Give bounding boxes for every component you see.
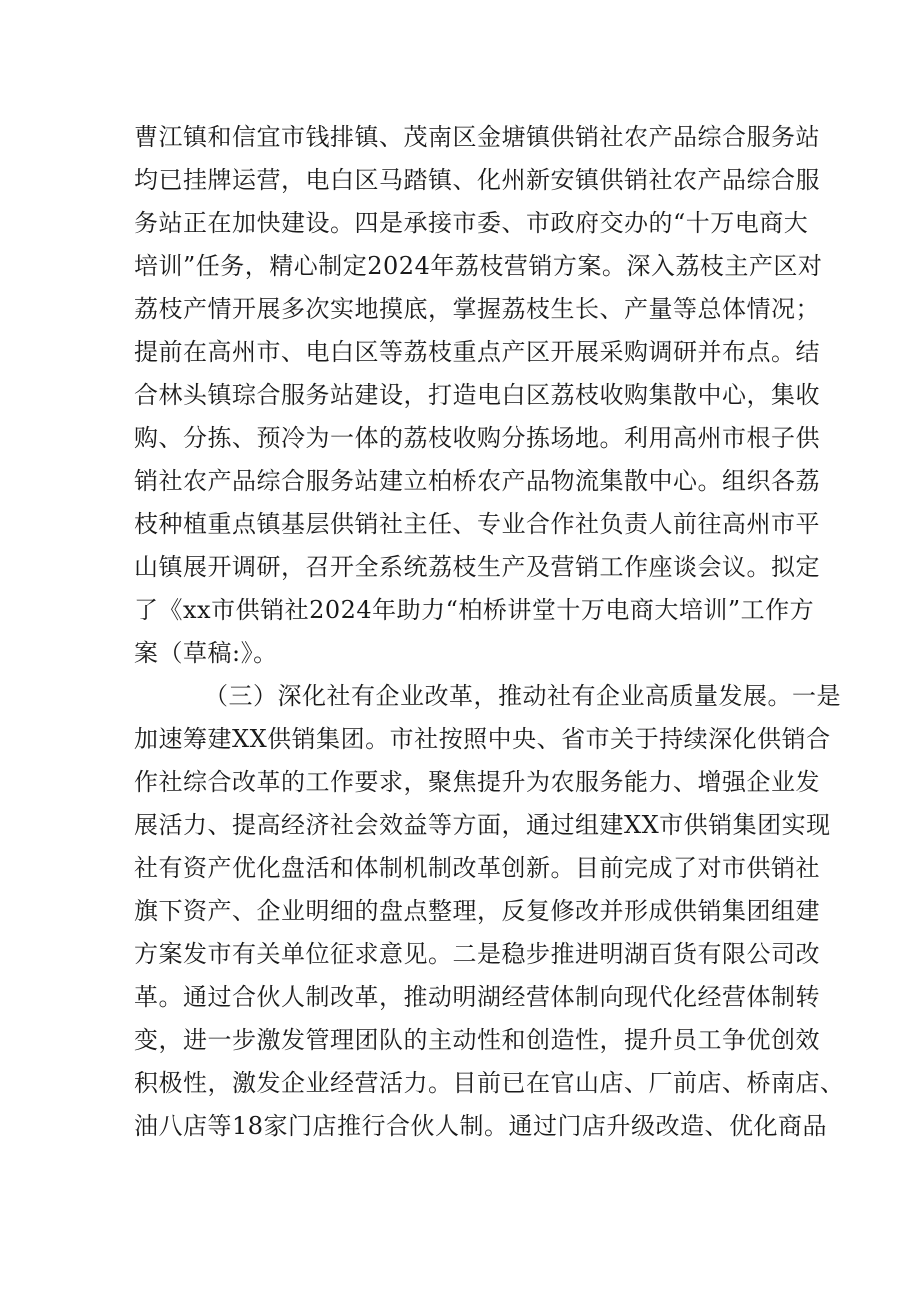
text-line: 山镇展开调研，召开全系统荔枝生产及营销工作座谈会议。拟定 (134, 553, 820, 581)
text-line: 荔枝产情开展多次实地摸底，掌握荔枝生长、产量等总体情况； (134, 295, 820, 323)
text-line: 提前在高州市、电白区等荔枝重点产区开展采购调研并布点。结 (134, 338, 820, 366)
text-line: 了《xx市供销社2024年助力“柏桥讲堂十万电商大培训”工作方 (134, 596, 815, 624)
text-line: 购、分拣、预冷为一体的荔枝收购分拣场地。利用高州市根子供 (134, 424, 820, 452)
text-line: 方案发市有关单位征求意见。二是稳步推进明湖百货有限公司改 (134, 940, 820, 968)
text-line: 案（草稿:》。 (134, 639, 278, 667)
text-line: 旗下资产、企业明细的盘点整理，反复修改并形成供销集团组建 (134, 897, 820, 925)
text-line: 加速筹建XX供销集团。市社按照中央、省市关于持续深化供销合 (134, 725, 831, 753)
text-line: 社有资产优化盘活和体制机制改革创新。目前完成了对市供销社 (134, 854, 820, 882)
text-line: 变，进一步激发管理团队的主动性和创造性，提升员工争优创效 (134, 1026, 820, 1054)
text-line: 作社综合改革的工作要求，聚焦提升为农服务能力、增强企业发 (134, 768, 820, 796)
text-line: 合林头镇琮合服务站建设，打造电白区荔枝收购集散中心，集收 (134, 381, 820, 409)
text-line: 曹江镇和信宜市钱排镇、茂南区金塘镇供销社农产品综合服务站 (134, 123, 820, 151)
section-heading-line: （三）深化社有企业改革，推动社有企业高质量发展。一是 (204, 682, 841, 710)
text-line: 展活力、提高经济社会效益等方面，通过组建XX市供销集团实现 (134, 811, 831, 839)
text-line: 枝种植重点镇基层供销社主任、专业合作社负责人前往高州市平 (134, 510, 820, 538)
text-line: 均已挂牌运营，电白区马踏镇、化州新安镇供销社农产品综合服 (134, 166, 820, 194)
text-line: 培训”任务，精心制定2024年荔枝营销方案。深入荔枝主产区对 (134, 252, 823, 280)
text-line: 油八店等18家门店推行合伙人制。通过门店升级改造、优化商品 (134, 1112, 828, 1140)
text-line: 销社农产品综合服务站建立柏桥农产品物流集散中心。组织各荔 (134, 467, 820, 495)
text-line: 积极性，激发企业经营活力。目前已在官山店、厂前店、桥南店、 (134, 1069, 845, 1097)
text-line: 革。通过合伙人制改革，推动明湖经营体制向现代化经营体制转 (134, 983, 820, 1011)
text-line: 务站正在加快建设。四是承接市委、市政府交办的“十万电商大 (134, 209, 809, 237)
